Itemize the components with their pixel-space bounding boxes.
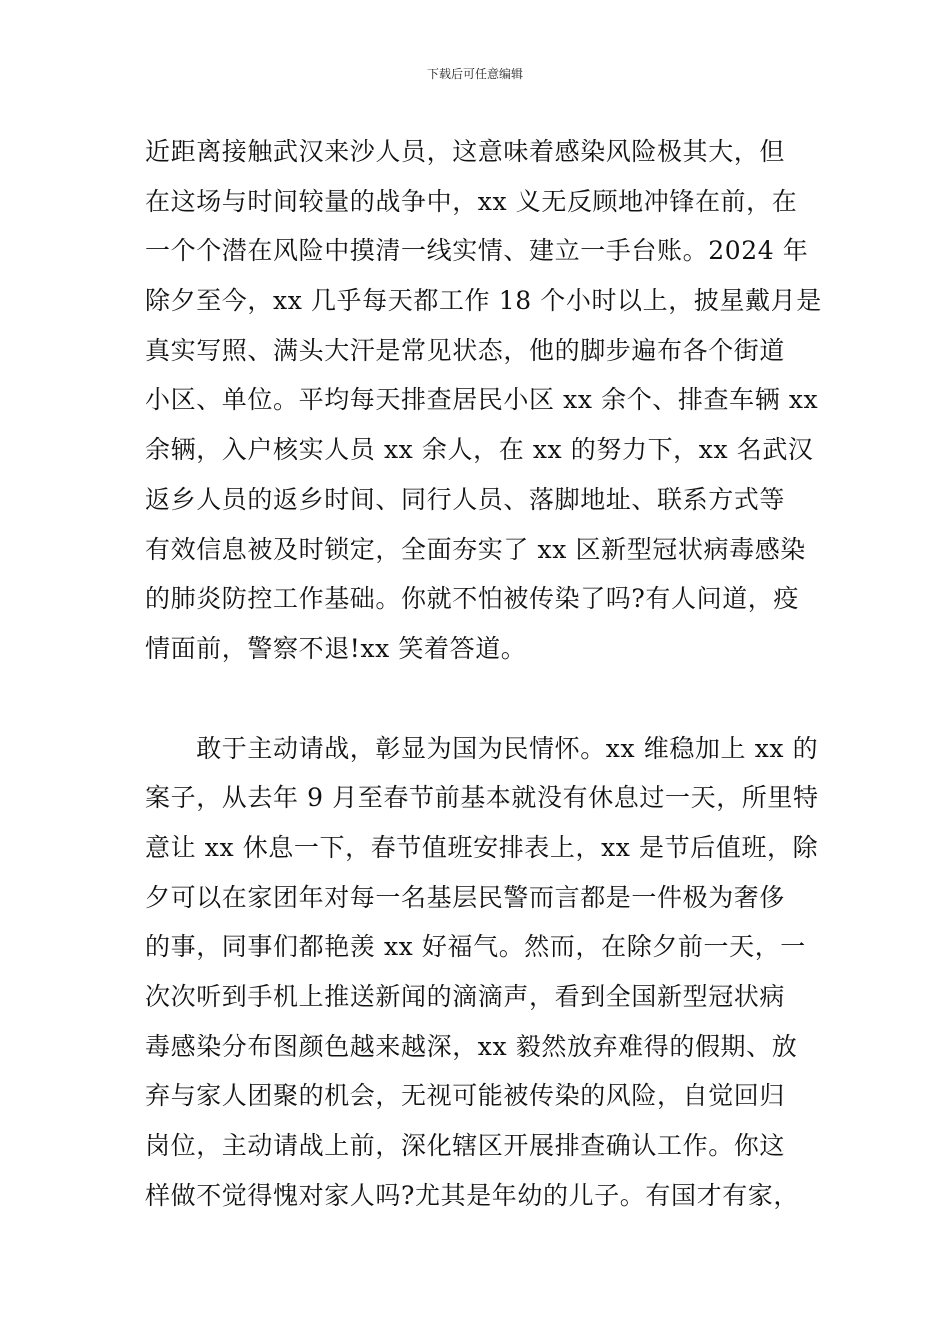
text-line: 小区、单位。平均每天排查居民小区 xx 余个、排查车辆 xx <box>145 385 819 415</box>
text-line: 的事，同事们都艳羡 xx 好福气。然而，在除夕前一天，一 <box>145 932 806 962</box>
text-line: 情面前，警察不退!xx 笑着答道。 <box>145 633 527 663</box>
text-line: 余辆，入户核实人员 xx 余人，在 xx 的努力下，xx 名武汉 <box>145 435 814 465</box>
text-line: 除夕至今，xx 几乎每天都工作 18 个小时以上，披星戴月是 <box>145 286 822 316</box>
text-line: 夕可以在家团年对每一名基层民警而言都是一件极为奢侈 <box>145 882 786 912</box>
text-line: 案子，从去年 9 月至春节前基本就没有休息过一天，所里特 <box>145 783 819 813</box>
text-line: 有效信息被及时锁定，全面夯实了 xx 区新型冠状病毒感染 <box>145 534 806 564</box>
text-line: 返乡人员的返乡时间、同行人员、落脚地址、联系方式等 <box>145 484 786 514</box>
text-line: 弃与家人团聚的机会，无视可能被传染的风险，自觉回归 <box>145 1081 786 1111</box>
text-line: 岗位，主动请战上前，深化辖区开展排查确认工作。你这 <box>145 1131 786 1161</box>
paragraph-gap <box>145 674 807 724</box>
text-line: 在这场与时间较量的战争中，xx 义无反顾地冲锋在前，在 <box>145 186 798 216</box>
paragraph-1 <box>145 127 822 674</box>
text-line: 次次听到手机上推送新闻的滴滴声，看到全国新型冠状病 <box>145 982 786 1011</box>
page-header: 下载后可任意编辑 <box>426 67 523 81</box>
text-line: 真实写照、满头大汗是常见状态，他的脚步遍布各个街道 <box>145 335 786 365</box>
text-line: 一个个潜在风险中摸清一线实情、建立一手台账。2024 年 <box>145 236 809 266</box>
text-line: 毒感染分布图颜色越来越深，xx 毅然放弃难得的假期、放 <box>145 1031 798 1061</box>
text-line: 敢于主动请战，彰显为国为民情怀。xx 维稳加上 xx 的 <box>145 733 819 763</box>
text-line: 样做不觉得愧对家人吗?尤其是年幼的儿子。有国才有家， <box>145 1180 800 1210</box>
text-line: 意让 xx 休息一下，春节值班安排表上，xx 是节后值班，除 <box>145 832 819 862</box>
text-line: 近距离接触武汉来沙人员，这意味着感染风险极其大，但 <box>145 137 786 166</box>
document-body <box>145 127 822 1220</box>
paragraph-2 <box>145 724 819 1221</box>
text-line: 的肺炎防控工作基础。你就不怕被传染了吗?有人问道，疫 <box>145 584 800 614</box>
